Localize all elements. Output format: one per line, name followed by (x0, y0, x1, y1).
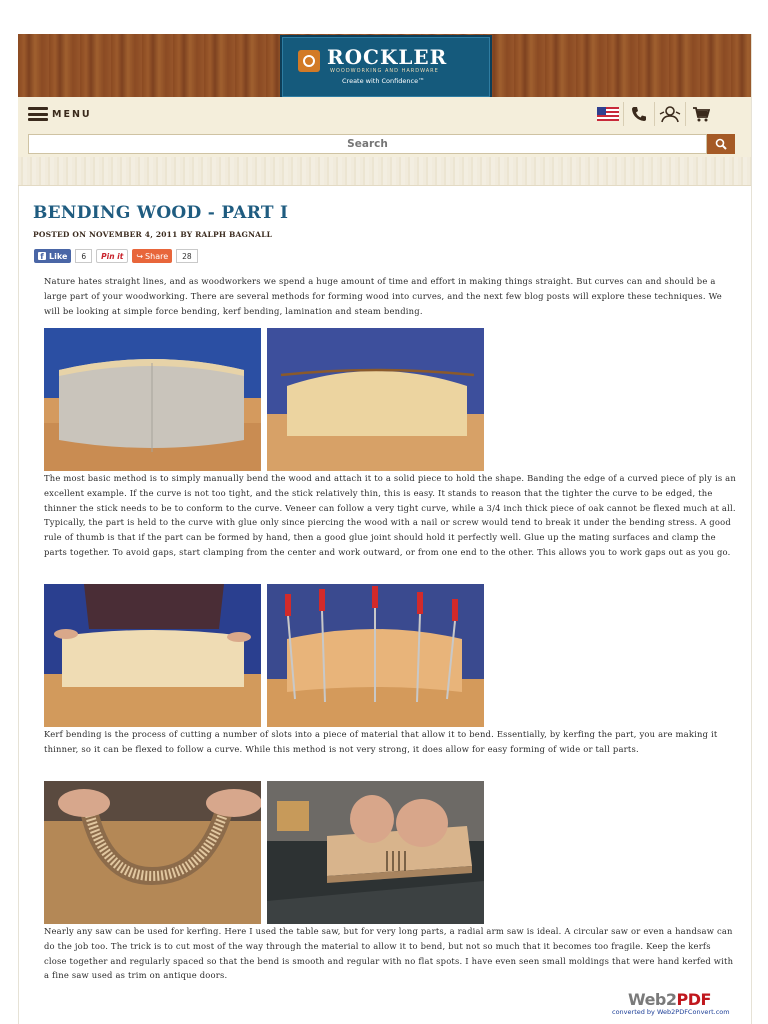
hamburger-icon (28, 107, 48, 121)
header-texture (18, 157, 751, 186)
paragraph-kerf-bending: Kerf bending is the process of cutting a number of slots into a piece of material that allow it to bend. Essentially, by kerfing the part, you are making it thinner, so it can be flexed to follow a curve. While this method is not very strong, it does allow for easy forming of wide or tall parts. (44, 729, 718, 754)
share-count: 28 (176, 249, 198, 263)
like-label: Like (49, 251, 68, 261)
us-flag-icon[interactable] (593, 102, 623, 126)
paragraph-intro: Nature hates straight lines, and as woodworkers we spend a huge amount of time and effort in making things straight. But curves can and should be a large part of your woodworking. There are several methods for forming wood into curves, and the next few blog posts will explore these techniques. We will be looking at simple force bending, kerf bending, lamination and steam bending. (44, 276, 722, 316)
article-title: BENDING WOOD - PART I (33, 203, 289, 223)
watermark-brand-a: Web2 (628, 990, 677, 1009)
photo-bent-stick (267, 328, 484, 471)
menu-label: MENU (52, 108, 92, 120)
brand-tagline: Create with Confidence™ (342, 77, 425, 85)
facebook-like-button[interactable] (34, 249, 71, 263)
social-share-row (34, 249, 198, 263)
nav-icons (593, 102, 716, 126)
article-byline: POSTED ON NOVEMBER 4, 2011 BY RALPH BAGNALL (33, 230, 273, 239)
search-icon (715, 138, 727, 150)
photo-hand-bending (44, 584, 261, 727)
pinterest-button[interactable]: Pin it (96, 249, 128, 263)
share-label: Share (145, 251, 169, 261)
photo-table-saw-kerfing (267, 781, 484, 924)
photo-clamped-curve (267, 584, 484, 727)
watermark-brand-b: PDF (676, 990, 711, 1009)
share-icon: ↪ (136, 251, 144, 261)
account-icon[interactable] (654, 102, 685, 126)
share-button[interactable] (132, 249, 172, 263)
menu-button[interactable] (28, 107, 92, 121)
phone-icon[interactable] (623, 102, 654, 126)
paragraph-force-bending: The most basic method is to simply manually bend the wood and attach it to a solid piece to hold the shape. Banding the edge of a curved piece of ply is an excellent example. If the curve is not too tight, and the stick relatively thin, this is easy. It stands to reason that the tighter the curve to be edged, the thinner the stick needs to be to conform to the curve. Veneer can follow a very tight curve, while a 3/4 inch thick piece of oak cannot be flexed much at all. Typically, the part is held to the curve with glue only since piercing the wood with a nail or screw would tend to break it under the bending stress. A good rule of thumb is that if the part can be formed by hand, then a good glue joint should hold it perfectly well. Glue up the mating surfaces and clamp the parts together. To avoid gaps, start clamping from the center and work outward, or from one end to the other. This allows you to work gaps out as you go. (44, 473, 736, 557)
brand-subtitle: WOODWORKING AND HARDWARE (330, 68, 439, 74)
watermark-url: converted by Web2PDFConvert.com (612, 1008, 730, 1016)
search-button[interactable] (707, 134, 735, 154)
photo-banded-curve (44, 328, 261, 471)
search-input[interactable] (28, 134, 707, 154)
rockler-logo[interactable] (280, 35, 492, 99)
like-count: 6 (75, 249, 92, 263)
web2pdf-watermark[interactable] (612, 990, 740, 1018)
photo-kerfed-strip (44, 781, 261, 924)
brand-name: ROCKLER (327, 45, 448, 69)
rockler-logo-icon (298, 50, 320, 72)
paragraph-saw-kerfing: Nearly any saw can be used for kerfing. Here I used the table saw, but for very long parts, a radial arm saw is ideal. A circular saw or even a handsaw can do the job too. The trick is to cut most of the way through the material to allow it to bend, but not so much that it becomes too fragile. Keep the kerfs close together and regularly spaced so that the bend is smooth and regular with no flat spots. I have even seen small moldings that were hand kerfed with a fine saw used as trim on antique doors. (44, 926, 734, 981)
watermark-logo (628, 990, 711, 1009)
facebook-icon: f (38, 252, 46, 260)
cart-icon[interactable] (685, 102, 716, 126)
